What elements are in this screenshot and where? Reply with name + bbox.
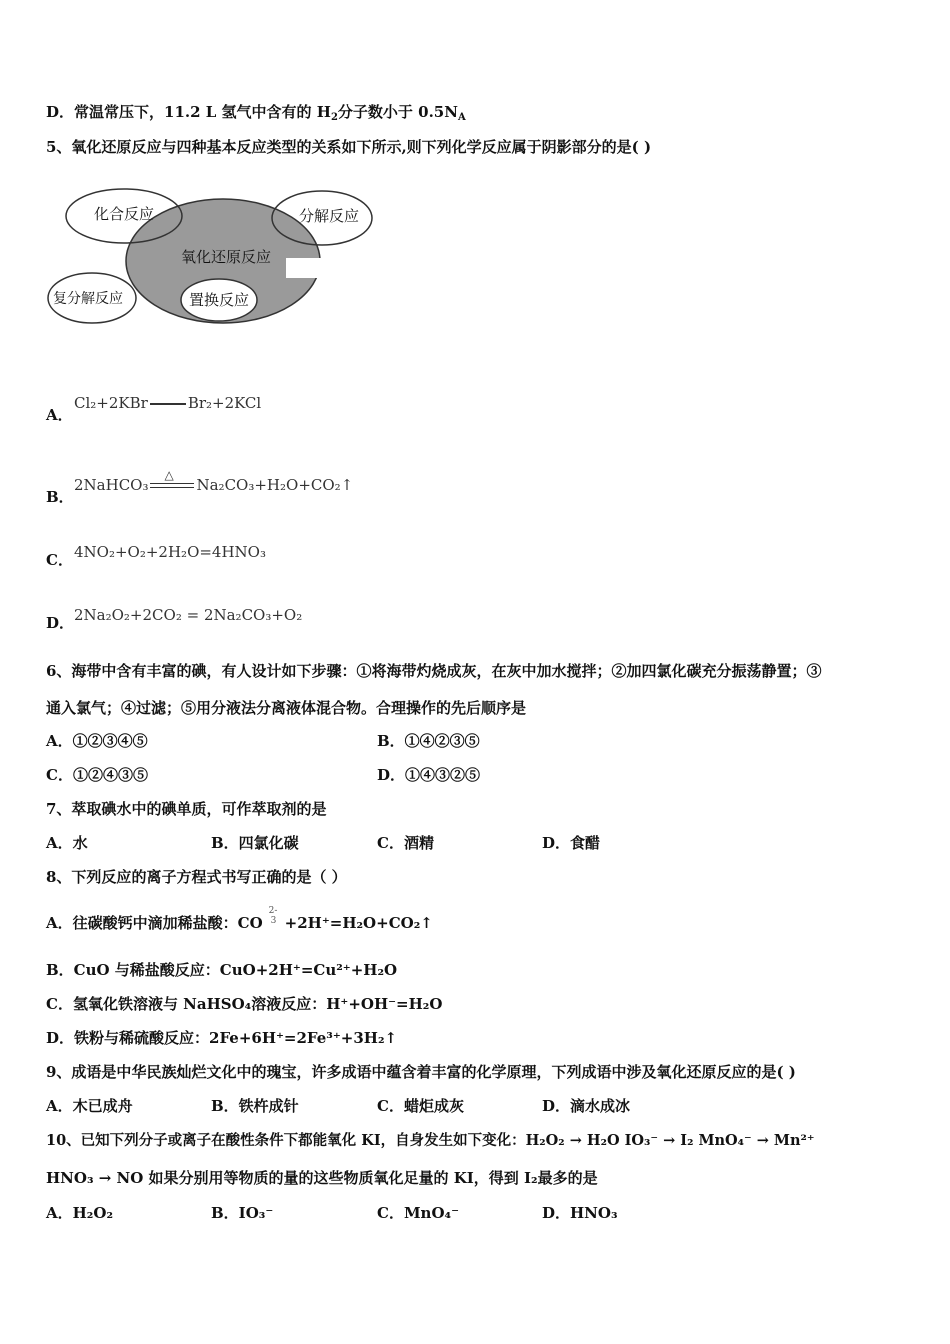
q10-stem-line2: HNO₃ → NO 如果分别用等物质的量的这些物质氧化足量的 KI，得到 I₂最多的是: [46, 1169, 598, 1187]
label-combination: 化合反应: [94, 205, 155, 223]
q10-option-d: D．HNO₃: [542, 1204, 618, 1222]
q6-stem-line2: 通入氯气；④过滤；⑤用分液法分离液体混合物。合理操作的先后顺序是: [46, 699, 527, 717]
q6-stem-line1: 6、海带中含有丰富的碘，有人设计如下步骤：①将海带灼烧成灰，在灰中加水搅拌；②加四氯化碳充分振荡静置；③: [46, 662, 822, 680]
q7-option-b: B．四氯化碳: [211, 834, 299, 852]
q6-option-b: B．①④②③⑤: [377, 732, 480, 750]
q6-option-d: D．①④③②⑤: [377, 766, 481, 784]
q7-option-a: A．水: [46, 834, 88, 852]
q10-stem-line1: 10、已知下列分子或离子在酸性条件下都能氧化 KI，自身发生如下变化：H₂O₂ → H₂O IO₃⁻ → I₂ MnO₄⁻ → Mn²⁺: [46, 1132, 815, 1149]
q6-option-a: A．①②③④⑤: [46, 732, 148, 750]
q5-option-c-equation: 4NO₂+O₂+2H₂O=4HNO₃: [74, 543, 266, 561]
q10-option-a: A．H₂O₂: [46, 1204, 114, 1222]
q9-option-b: B．铁杵成针: [211, 1097, 299, 1115]
q5-option-b-label: B．: [46, 488, 74, 506]
q9-option-a: A．木已成舟: [46, 1097, 133, 1115]
q10-option-b: B．IO₃⁻: [211, 1204, 274, 1222]
q7-stem: 7、萃取碘水中的碘单质，可作萃取剂的是: [46, 800, 327, 818]
q7-option-c: C．酒精: [377, 834, 434, 852]
q5-option-d-equation: 2Na₂O₂+2CO₂ = 2Na₂CO₃+O₂: [74, 606, 303, 624]
q5-option-c-label: C．: [46, 551, 73, 569]
q8-option-a: A．往碳酸钙中滴加稀盐酸：CO 2- 3 +2H⁺=H₂O+CO₂↑: [46, 906, 433, 932]
q6-option-c: C．①②④③⑤: [46, 766, 148, 784]
label-double-displacement: 复分解反应: [53, 291, 123, 307]
q8-stem: 8、下列反应的离子方程式书写正确的是（ ）: [46, 868, 347, 886]
q5-stem: 5、氧化还原反应与四种基本反应类型的关系如下所示,则下列化学反应属于阴影部分的是( ): [46, 138, 652, 156]
q10-option-c: C．MnO₄⁻: [377, 1204, 460, 1222]
q7-option-d: D．食醋: [542, 834, 601, 852]
label-redox: 氧化还原反应: [181, 248, 272, 266]
q5-option-a-equation: Cl₂+2KBr Br₂+2KCl: [74, 394, 262, 412]
label-decomposition: 分解反应: [299, 207, 360, 225]
q5-option-a-label: A．: [46, 406, 73, 424]
q8-option-d: D．铁粉与稀硫酸反应：2Fe+6H⁺=2Fe³⁺+3H₂↑: [46, 1029, 398, 1047]
q8-option-b: B．CuO 与稀盐酸反应：CuO+2H⁺=Cu²⁺+H₂O: [46, 961, 398, 979]
q8-option-c: C．氢氧化铁溶液与 NaHSO₄溶液反应：H⁺+OH⁻=H₂O: [46, 995, 443, 1013]
q5-option-b-equation: 2NaHCO₃ △ Na₂CO₃+H₂O+CO₂↑: [74, 468, 354, 494]
q9-option-d: D．滴水成冰: [542, 1097, 631, 1115]
q9-option-c: C．蜡炬成灰: [377, 1097, 464, 1115]
q5-option-d-label: D．: [46, 614, 75, 632]
label-single-displacement: 置换反应: [189, 291, 250, 309]
q9-stem: 9、成语是中华民族灿烂文化中的瑰宝，许多成语中蕴含着丰富的化学原理，下列成语中涉及氧化还原反应的是( ): [46, 1063, 796, 1081]
reaction-type-diagram: [46, 186, 376, 336]
q4-option-d: D．常温常压下，11.2 L 氢气中含有的 $H_2$分子数小于 $0.5N_A$: [46, 103, 466, 123]
